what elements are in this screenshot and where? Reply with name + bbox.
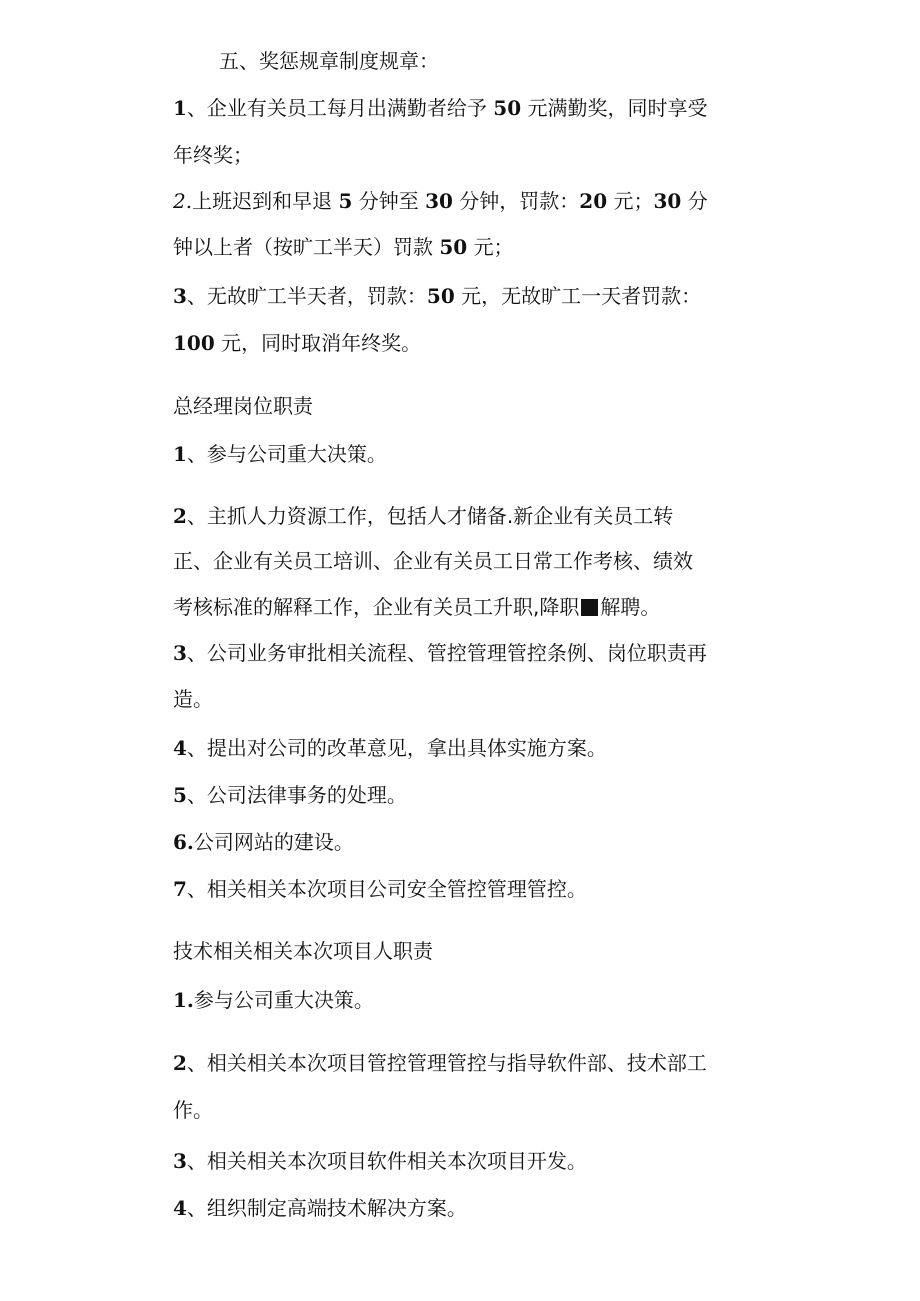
gm-item-6: 6.公司网站的建设。 [173, 830, 354, 854]
section-title-gm: 总经理岗位职责 [173, 394, 313, 418]
gm-item-2-line-3: 考核标准的解释工作，企业有关员工升职,降职 解聘。 [173, 595, 661, 619]
tech-item-4: 4、组织制定高端技术解决方案。 [173, 1196, 467, 1220]
gm-item-4: 4、提出对公司的改革意见，拿出具体实施方案。 [173, 736, 607, 760]
gm-item-5: 5、公司法律事务的处理。 [173, 783, 407, 807]
rewards-item-3-line-2: 100 元，同时取消年终奖。 [173, 331, 422, 355]
tech-item-3: 3、相关相关本次项目软件相关本次项目开发。 [173, 1149, 587, 1173]
tech-item-2-line-2: 作。 [173, 1098, 213, 1122]
rewards-item-1-line-1: 1、企业有关员工每月出满勤者给予 50 元满勤奖，同时享受 [173, 96, 708, 120]
section-title-tech: 技术相关相关本次项目人职责 [173, 939, 433, 963]
section-heading-rewards: 五、奖惩规章制度规章： [219, 49, 439, 73]
gm-item-7: 7、相关相关本次项目公司安全管控管理管控。 [173, 877, 587, 901]
tech-item-2-line-1: 2、相关相关本次项目管控管理管控与指导软件部、技术部工 [173, 1051, 707, 1075]
gm-item-1: 1、参与公司重大决策。 [173, 442, 387, 466]
rewards-item-2-line-2: 钟以上者（按旷工半天）罚款 50 元； [173, 235, 514, 259]
gm-item-3-line-1: 3、公司业务审批相关流程、管控管理管控条例、岗位职责再 [173, 641, 707, 665]
rewards-item-1-line-2: 年终奖； [173, 143, 253, 167]
gm-item-3-line-2: 造。 [173, 687, 213, 711]
gm-item-2-line-1: 2、主抓人力资源工作，包括人才储备.新企业有关员工转 [173, 504, 674, 528]
rewards-item-2-line-1: 2.上班迟到和早退 5 分钟至 30 分钟，罚款：20 元；30 分 [173, 189, 708, 213]
black-square-glyph [581, 599, 598, 616]
rewards-item-3-line-1: 3、无故旷工半天者，罚款：50 元，无故旷工一天者罚款： [173, 284, 702, 308]
gm-item-2-line-2: 正、企业有关员工培训、企业有关员工日常工作考核、绩效 [173, 549, 693, 573]
tech-item-1: 1.参与公司重大决策。 [173, 988, 374, 1012]
